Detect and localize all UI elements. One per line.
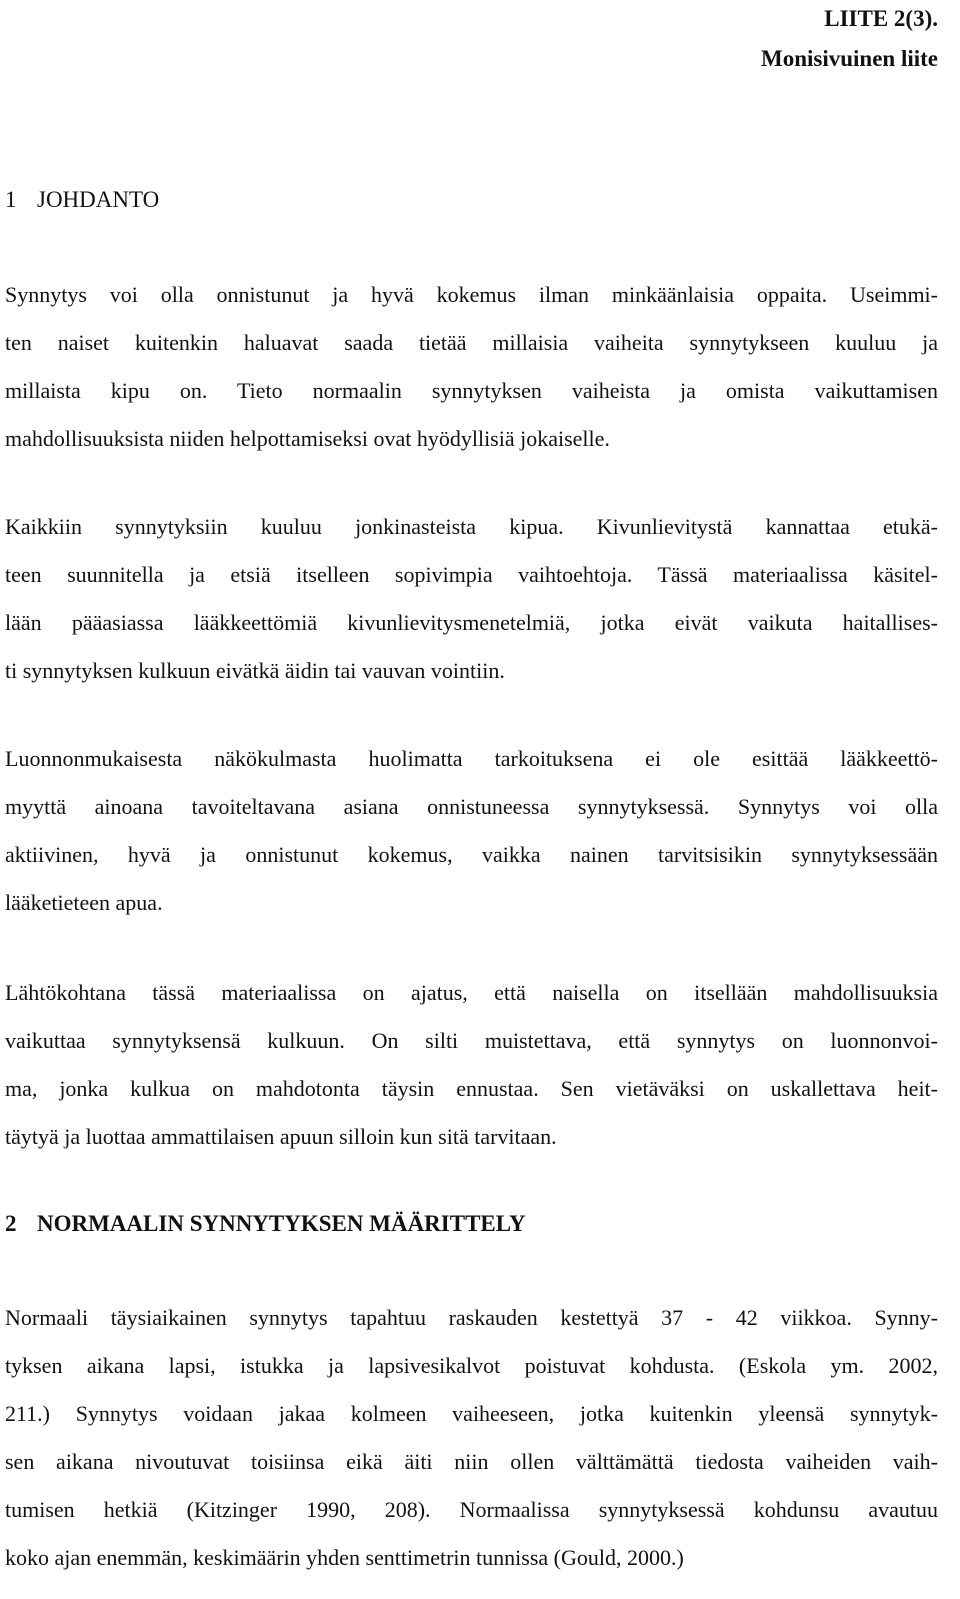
text-line: ten naiset kuitenkin haluavat saada tietää millaisia vaiheita synnytykseen kuuluu ja [5,330,938,355]
text-line: täytyä ja luottaa ammattilaisen apuun silloin kun sitä tarvitaan. [5,1124,557,1149]
text-line: vaikuttaa synnytyksensä kulkuun. On silti muistettava, että synnytys on luonnonvoi- [5,1028,938,1053]
section-1-heading [5,187,159,213]
text-line: Normaali täysiaikainen synnytys tapahtuu raskauden kestettyä 37 - 42 viikkoa. Synny- [5,1305,938,1330]
text-line: tumisen hetkiä (Kitzinger 1990, 208). Normaalissa synnytyksessä kohdunsu avautuu [5,1497,938,1522]
appendix-subtitle: Monisivuinen liite [761,46,938,71]
text-line: tyksen aikana lapsi, istukka ja lapsivesikalvot poistuvat kohdusta. (Eskola ym. 2002, [5,1353,938,1378]
text-line: Synnytys voi olla onnistunut ja hyvä kokemus ilman minkäänlaisia oppaita. Useimmi- [5,282,938,307]
text-line: ma, jonka kulkua on mahdotonta täysin ennustaa. Sen vietäväksi on uskallettava heit- [5,1076,938,1101]
section-1-title: JOHDANTO [37,187,160,212]
text-line: myyttä ainoana tavoiteltavana asiana onnistuneessa synnytyksessä. Synnytys voi olla [5,794,938,819]
text-line: mahdollisuuksista niiden helpottamiseksi ovat hyödyllisiä jokaiselle. [5,426,610,451]
text-line: Luonnonmukaisesta näkökulmasta huolimatta tarkoituksena ei ole esittää lääkkeettö- [5,746,938,771]
section-2-heading [5,1211,526,1237]
section-2-number: 2 [5,1211,17,1236]
text-line: Kaikkiin synnytyksiin kuuluu jonkinasteista kipua. Kivunlievitystä kannattaa etukä- [5,514,938,539]
text-line: sen aikana nivoutuvat toisiinsa eikä äiti niin ollen välttämättä tiedosta vaiheiden vaih- [5,1449,938,1474]
text-line: teen suunnitella ja etsiä itselleen sopivimpia vaihtoehtoja. Tässä materiaalissa käsitel- [5,562,938,587]
text-line: Lähtökohtana tässä materiaalissa on ajatus, että naisella on itsellään mahdollisuuksia [5,980,938,1005]
text-line: ti synnytyksen kulkuun eivätkä äidin tai vauvan vointiin. [5,658,505,683]
text-line: millaista kipu on. Tieto normaalin synnytyksen vaiheista ja omista vaikuttamisen [5,378,938,403]
text-line: 211.) Synnytys voidaan jakaa kolmeen vaiheeseen, jotka kuitenkin yleensä synnytyk- [5,1401,938,1426]
section-1-number: 1 [5,187,17,212]
appendix-label: LIITE 2(3). [824,6,938,31]
text-line: aktiivinen, hyvä ja onnistunut kokemus, vaikka nainen tarvitsisikin synnytyksessään [5,842,938,867]
text-line: lään pääasiassa lääkkeettömiä kivunlievitysmenetelmiä, jotka eivät vaikuta haitallises- [5,610,938,635]
text-line: lääketieteen apua. [5,890,163,915]
section-2-title: NORMAALIN SYNNYTYKSEN MÄÄRITTELY [37,1211,526,1236]
text-line: koko ajan enemmän, keskimäärin yhden senttimetrin tunnissa (Gould, 2000.) [5,1545,684,1570]
